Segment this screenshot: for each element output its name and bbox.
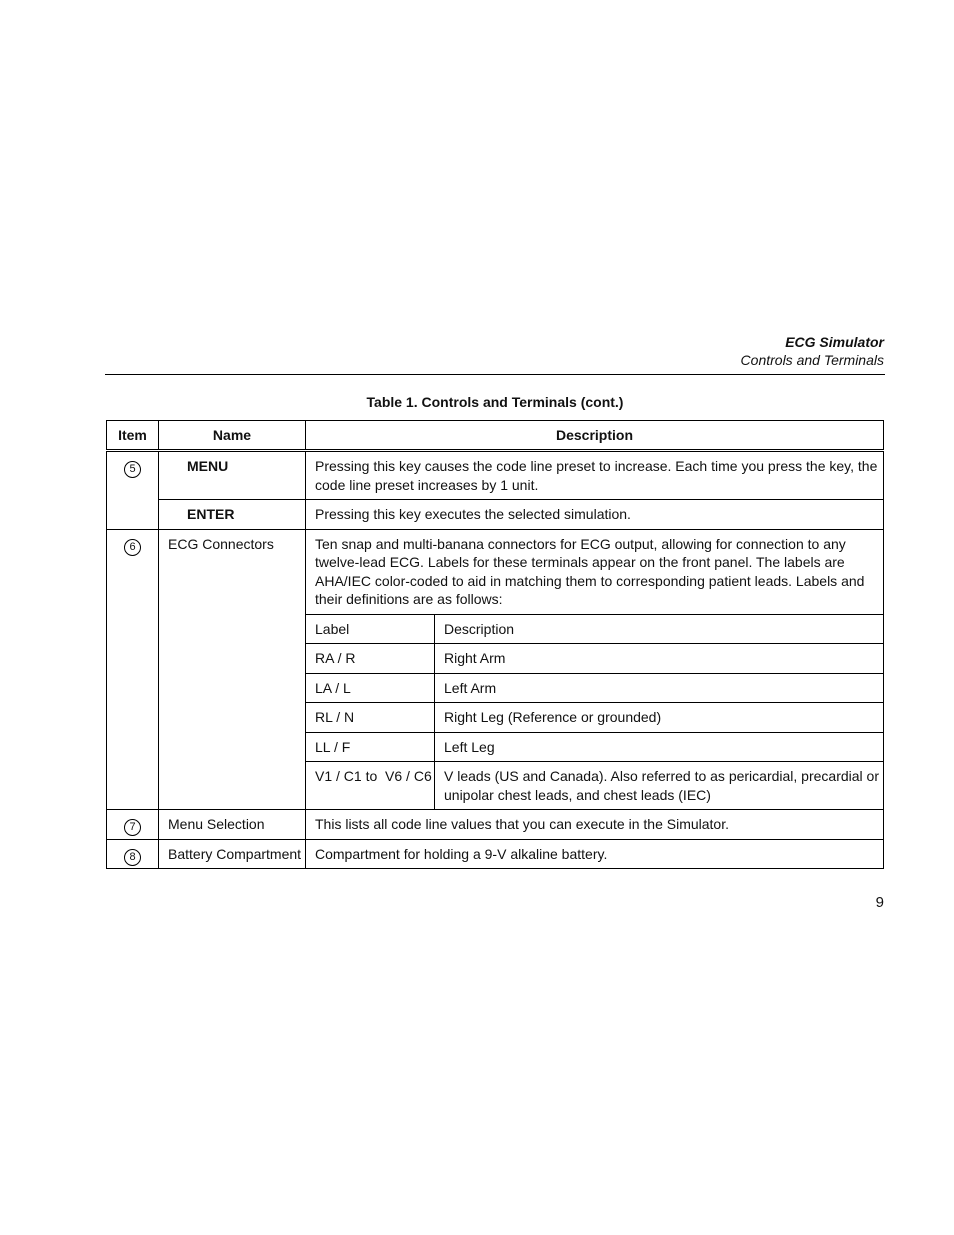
table-row: [107, 839, 884, 869]
name-cell: MENU: [159, 451, 306, 500]
document-title: ECG Simulator: [785, 334, 884, 350]
controls-table: [106, 420, 884, 869]
table-row: [107, 810, 884, 840]
name-cell: Menu Selection: [159, 810, 306, 840]
lead-label-table: [306, 530, 883, 810]
lead-label-row: [306, 703, 883, 733]
lead-label-row: [306, 732, 883, 762]
table-header-row: [107, 421, 884, 451]
name-cell: Battery Compartment: [159, 839, 306, 869]
lead-label: V1 / C1 to V6 / C6: [306, 762, 435, 810]
item-number-cell: [107, 839, 159, 869]
column-header-name: Name: [159, 421, 306, 451]
page-number: 9: [875, 894, 884, 911]
item-number-badge: 6: [124, 539, 141, 556]
lead-description: V leads (US and Canada). Also referred to as pericardial, precardial or unipolar chest leads, and chest leads (IEC): [444, 768, 879, 803]
lead-label: LL / F: [306, 732, 435, 762]
lead-description: Left Arm: [435, 673, 884, 703]
item-number-cell: [107, 529, 159, 810]
lead-description: Left Leg: [435, 732, 884, 762]
ecg-description: Ten snap and multi-banana connectors for ECG output, allowing for connection to any twelve-lead ECG. Labels for these terminals appear on the front panel. The labels are AHA/IEC color-coded to aid in matching them to corresponding patient leads. Labels and their definitions are as follows:: [306, 530, 883, 615]
lead-label: RL / N: [306, 703, 435, 733]
description-row: [306, 530, 883, 615]
table-row: [107, 529, 884, 810]
item-number-badge: 7: [124, 819, 141, 836]
lead-label-row: [306, 644, 883, 674]
item-number-cell: [107, 810, 159, 840]
lead-label: RA / R: [306, 644, 435, 674]
lead-description: Right Leg (Reference or grounded): [435, 703, 884, 733]
column-header-item: Item: [107, 421, 159, 451]
label-column-header: Label: [306, 614, 435, 644]
description-column-header: Description: [435, 614, 884, 644]
lead-label-row: [306, 673, 883, 703]
lead-label-row: [306, 762, 883, 810]
item-number-badge: 8: [124, 849, 141, 866]
description-cell: Pressing this key causes the code line preset to increase. Each time you press the key, the code line preset increases by 1 unit.: [306, 451, 884, 500]
header-rule: [105, 374, 885, 375]
lead-label: LA / L: [306, 673, 435, 703]
section-title: Controls and Terminals: [740, 352, 884, 368]
description-cell: [306, 529, 884, 810]
description-cell: Pressing this key executes the selected simulation.: [306, 500, 884, 530]
column-header-description: Description: [306, 421, 884, 451]
lead-description: Right Arm: [435, 644, 884, 674]
lead-label-header-row: [306, 614, 883, 644]
item-number-cell: [107, 451, 159, 530]
name-cell: ECG Connectors: [159, 529, 306, 810]
description-cell: Compartment for holding a 9-V alkaline battery.: [306, 839, 884, 869]
table-row: [107, 500, 884, 530]
description-cell: This lists all code line values that you can execute in the Simulator.: [306, 810, 884, 840]
name-cell: ENTER: [159, 500, 306, 530]
table-row: [107, 451, 884, 500]
running-header: [741, 333, 884, 369]
item-number-badge: 5: [124, 461, 141, 478]
table-caption: Table 1. Controls and Terminals (cont.): [366, 394, 624, 410]
